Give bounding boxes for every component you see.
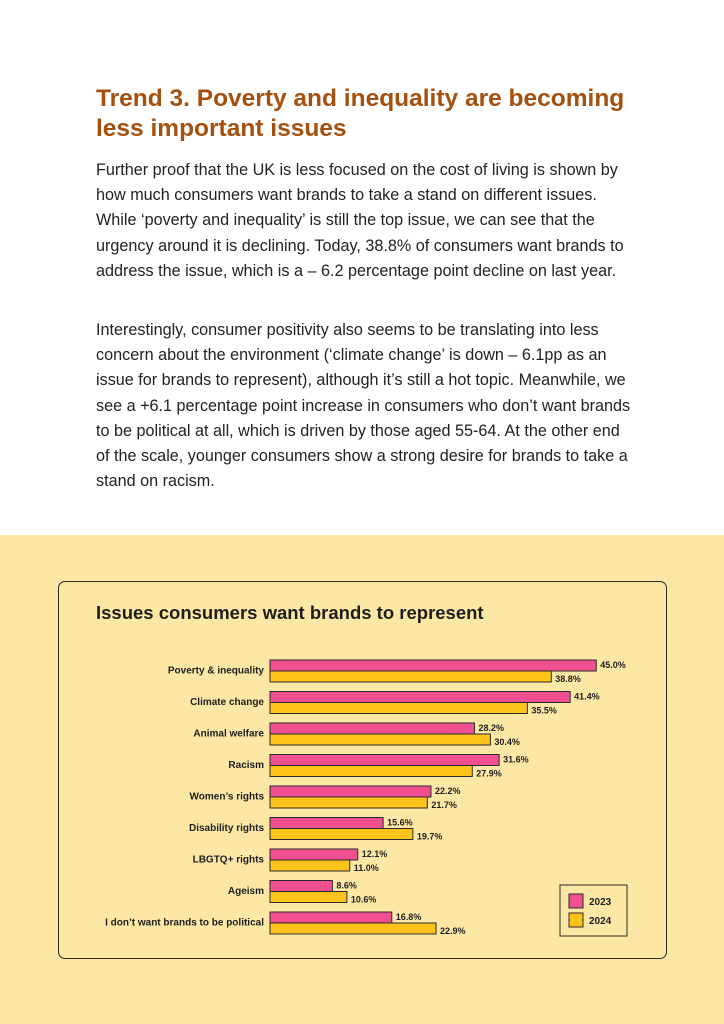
value-label: 41.4%: [574, 691, 600, 702]
value-label: 16.8%: [395, 912, 422, 922]
page-heading: Trend 3. Poverty and inequality are becoming less important issues: [96, 85, 625, 142]
value-label: 12.1%: [361, 849, 388, 859]
bar-2024: [270, 829, 413, 840]
value-label: 22.2%: [434, 786, 461, 796]
bar-2023: [270, 755, 499, 766]
bar-2023: [270, 692, 570, 703]
category-label: Racism: [228, 760, 264, 771]
value-label: 19.7%: [416, 831, 443, 842]
category-label: Women’s rights: [189, 791, 264, 803]
value-label: 11.0%: [353, 863, 379, 873]
bar-2023: [270, 881, 332, 892]
bar-2024: [270, 797, 427, 808]
value-label: 8.6%: [336, 880, 357, 891]
legend-swatch-2023: [569, 894, 583, 908]
bar-2024: [270, 734, 490, 745]
bar-2024: [270, 766, 472, 777]
bar-2023: [270, 849, 358, 860]
bar-2023: [270, 660, 596, 671]
category-label: LBGTQ+ rights: [192, 854, 264, 866]
value-label: 38.8%: [555, 674, 581, 684]
chart-title: Issues consumers want brands to represent: [96, 602, 484, 623]
legend-label: 2023: [589, 897, 612, 908]
bar-2023: [270, 723, 474, 734]
value-label: 22.9%: [440, 926, 466, 936]
bar-2023: [270, 786, 431, 797]
category-label: Climate change: [190, 697, 264, 708]
value-label: 35.5%: [531, 705, 557, 716]
chart-legend: [560, 885, 627, 936]
legend-label: 2024: [589, 916, 612, 927]
value-label: 31.6%: [503, 754, 529, 765]
value-label: 10.6%: [350, 894, 377, 905]
body-paragraph-2: Interestingly, consumer positivity also seems to be translating into less concern about the environment (‘climate change’ is down – 6.1pp as an issue for brands to represent), although it’s still a hot topic. Meanwhile, we see a +6.1 percentage point increase in consumers who don’t want brands to be political at all, which is driven by those aged 55-64. At the other end of the scale, younger consumers show a strong desire for brands to take a stand on racism.: [96, 321, 631, 491]
category-label: Ageism: [227, 886, 264, 897]
value-label: 28.2%: [478, 723, 504, 733]
body-paragraph-1: Further proof that the UK is less focused on the cost of living is shown by how much consumers want brands to take a stand on different issues. While ‘poverty and inequality’ is still the top issue, we can see that the urgency around it is declining. Today, 38.8% of consumers want brands to address the issue, which is a – 6.2 percentage point decline on last year.: [96, 161, 624, 280]
value-label: 45.0%: [600, 660, 626, 670]
value-label: 15.6%: [387, 817, 413, 828]
bar-2023: [270, 818, 383, 829]
value-label: 30.4%: [494, 737, 520, 747]
category-label: Animal welfare: [193, 728, 264, 740]
bar-2024: [270, 892, 347, 903]
bar-2023: [270, 912, 392, 923]
value-label: 27.9%: [476, 768, 502, 779]
bar-2024: [270, 703, 527, 714]
bar-2024: [270, 671, 551, 682]
bar-2024: [270, 860, 350, 871]
category-label: Poverty & inequality: [167, 665, 264, 677]
category-label: Disability rights: [188, 823, 264, 834]
category-label: I don’t want brands to be political: [105, 917, 264, 929]
legend-swatch-2024: [569, 913, 583, 927]
bar-2024: [270, 923, 436, 934]
value-label: 21.7%: [431, 800, 457, 810]
